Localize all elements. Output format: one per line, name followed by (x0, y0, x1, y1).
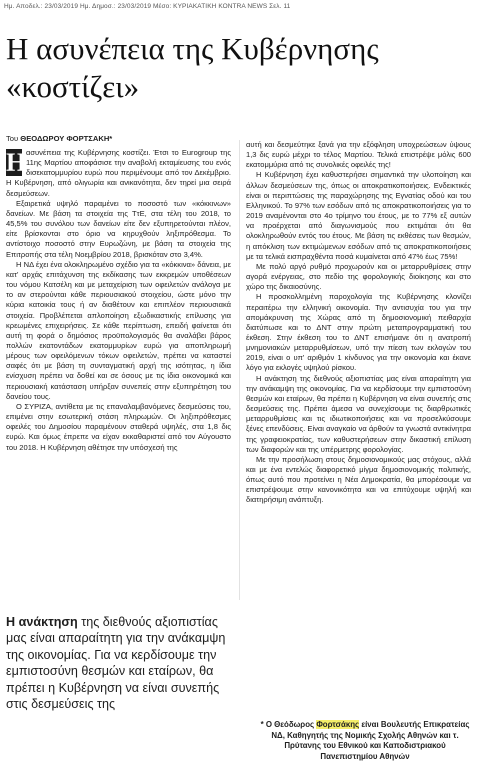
paragraph: αυτή και δεσμεύτηκε ξανά για την εξόφληση υποχρεώσεων ύψους 1,3 δις ευρώ μέχρι το τέλος Μαρτίου. Τελικά επιστρέψε μόλις 600 εκατομμύρια από τις συνολικές οφειλές της! (246, 140, 471, 170)
pull-quote-text: της διεθνούς αξιοπιστίας μας είναι απαραίτητη για την ανάκαμψη της οικονομίας. Για να κερδίσουμε την εμπιστοσύνη θεσμών και εταίρων, θα πρέπει η Κυβέρνηση να είναι συνεπής στις δεσμεύσεις της (6, 615, 226, 712)
paragraph: ασυνέπεια της Κυβέρνησης κοστίζει. Έτσι το Eurogroup της 11ης Μαρτίου αποφάσισε την αναβολή εκταμίευσης του ενός δισεκατομμυρίου ευρώ που περιμένουμε από τον Δεκέμβριο. Η Κυβέρνηση, από ολιγωρία και ανικανότητα, δεν τηρεί μια σειρά δεσμεύσεων. (6, 148, 231, 198)
article-column-right (246, 140, 471, 715)
paragraph: Η ανάκτηση της διεθνούς αξιοπιστίας μας είναι απαραίτητη για την ανάκαμψη της οικονομίας. Για να κερδίσουμε την εμπιστοσύνη θεσμών και εταίρων, θα πρέπει η Κυβέρνηση να είναι συνεπής στις δεσμεύσεις της. Πρέπει άμεσα να συνεχίσουμε τις διαρθρωτικές μεταρρυθμίσεις και τις ιδιωτικοποιήσεις και να προσελκύσουμε ξένες επενδύσεις. Είναι αναγκαίο να άρθούν τα γνωστά αντικίνητρα της γραφειοκρατίας, των καθυστερήσεων στην δικαστική επίλυση των διαφορών και της υπέρμετρης φορολογίας. (246, 373, 471, 454)
author-bio-note (256, 720, 474, 762)
highlighted-surname: Φορτσάκης (316, 720, 360, 729)
paragraph: Ο ΣΥΡΙΖΑ, αντίθετα με τις επαναλαμβανόμενες δεσμεύσεις του, επιμένει στην εσωτερική στάση πληρωμών. Οι ληξιπρόθεσμες οφειλές του Δημοσίου παραμένουν σταθερά υψηλές, στα 1,8 δις ευρώ. Και όμως έπρεπε να είχαν εκκαθαριστεί από τον Αύγουστο του 2018. Η Κυβέρνηση αθέτησε την υπόσχεσή της (6, 401, 231, 452)
article-column-left (6, 148, 231, 608)
paragraph: Με πολύ αργό ρυθμό προχωρούν και οι μεταρρυθμίσεις στην αγορά ενέργειας, στο πεδίο της φορολογικής διοίκησης και στο χώρο της δικαιοσύνης. (246, 261, 471, 292)
paragraph: Η Κυβέρνηση έχει καθυστερήσει σημαντικά την υλοποίηση και άλλων δεσμεύσεων της, όπως οι αποκρατικοποιήσεις. Ενδεικτικές είναι οι περιπτώσεις της παραχώρησης της Εγνατίας οδού και του Ελληνικού. Το 97% των εσόδων από τις αποκρατικοποιήσεις για το 2019 αναμένονται στο 4ο τρίμηνο του έτους, με το 77% εξ αυτών να προέρχεται από διαγωνισμούς που εκτιμάται ότι θα ολοκληρωθούν εντός του έτους. Με βάση τις εκθέσεις των θεσμών, η απόκλιση των εκτιμώμενων εσόδων από τις αποκρατικοποιήσεις με τα τελικά εισπραχθέντα ποσά κυμαίνεται από 47% έως 75%! (246, 170, 471, 261)
clipping-meta-line: Ημ. Αποδελ.: 23/03/2019 Ημ. Δημοσ.: 23/03/2019 Μέσο: ΚΥΡΙΑΚΑΤΙΚΗ ΚΟΝΤRA NEWS Σελ. 11 (4, 3, 291, 10)
paragraph: Η ΝΔ έχει ένα ολοκληρωμένο σχέδιο για τα «κόκκινα» δάνεια, με κατ' αρχάς επιτάχυνση της εκδίκασης των εκκρεμών υποθέσεων του νόμου Κατσέλη και με μεταχείριση των οφειλετών ανάλογα με το αν στερούνται κάθε περιουσιακού στοιχείου, ώστε μόνο την κύρια κατοικία τους ή αν διαθέτουν και επιπλέον περιουσιακά στοιχεία. Προβλέπεται απλοποίηση εξωδικαστικής επίλυσης για κρεωμένες επιχειρήσεις. Σε κάθε περίπτωση, επειδή φαίνεται ότι αυτή τη φορά ο δημόσιος προϋπολογισμός θα αναλάβει βάρος πολλών εκατοντάδων εκατομμυρίων ευρώ για αποπληρωμή μέρους των οφειλόμενων τόκων οφειλετών, πρέπει να καταστεί σαφές ότι με βάση τη συνταγματική αρχή της ισότητας, η ίδια ενίσχυση πρέπει να δοθεί και σε όσους με τις ίδια οικονομικά και περιουσιακή κατάσταση υπήρξαν συνεπείς στην εξυπηρέτηση του δανείου τους. (6, 259, 231, 401)
pull-quote-lead: Η ανάκτηση (6, 615, 78, 629)
paragraph: Η προσκολλημένη παροχολογία της Κυβέρνησης κλονίζει περαιτέρω την ελληνική οικονομία. Την αντισυχία του για την απομάκρυνση της Χώρας από τη δημοσιονομική πειθαρχία διατύπωσε και το ΔΝΤ στην πρώτη μεταπρογραμματική του έκθεση. Στην έκθεση του το ΔΝΤ επισήμανε ότι η ανατροπή μνημονιακών μεταρρυθμίσεων, υπό την πίεση των εκλογών του 2019, είναι ο υπ' αριθμόν 1 κίνδυνος για την οικονομία και έκανε λόγο για εκλογές υψηλού ρίσκου. (246, 292, 471, 373)
bio-text-end: είναι Βουλευτής Επικρατείας ΝΔ, Καθηγητής της Νομικής Σχολής Αθηνών και τ. Πρύτανης του Εθνικού και Καποδιστριακού Πανεπιστημίου Αθηνών (271, 720, 470, 761)
article-headline: Η ασυνέπεια της Κυβέρνησης «κοστίζει» (6, 31, 379, 104)
byline (6, 134, 236, 143)
byline-author: ΘΕΟΔΩΡΟΥ ΦΟΡΤΣΑΚΗ* (20, 134, 113, 143)
bio-text-start: * Ο Θεόδωρος (260, 720, 317, 729)
paragraph: Με την προσήλωση στους δημοσιονομικούς μας στόχους, αλλά και με ένα εντελώς διαφορετικό μίγμα δημοσιονομικής πολιτικής, όπως αυτό που προτείνει η Νέα Δημοκρατία, θα μπορέσουμε να επιστρέψουμε στην κανονικότητα και να επιτύχουμε υψηλή και διατηρήσιμη ανάπτυξη. (246, 454, 471, 505)
paragraph: Εξαιρετικά υψηλό παραμένει το ποσοστό των «κόκκινων» δανείων. Με βάση τα στοιχεία της ΤτΕ, στα τέλη του 2018, το 45,5% του συνόλου των δανείων είτε δεν εξυπηρετούνται πλέον, είτε βρίσκονται στο όριο να κηρυχθούν ληξιπρόθεσμα. Το αντίστοιχο ποσοστό στην Ευρωζώνη, με βάση τα στοιχεία της Επιτροπής στα τέλη Νοεμβρίου 2018, βρισκόταν στο 3,4%. (6, 198, 231, 259)
drop-cap: Η (6, 148, 27, 177)
pull-quote (6, 614, 232, 712)
column-divider (239, 140, 240, 600)
byline-prefix: Του (6, 134, 21, 143)
